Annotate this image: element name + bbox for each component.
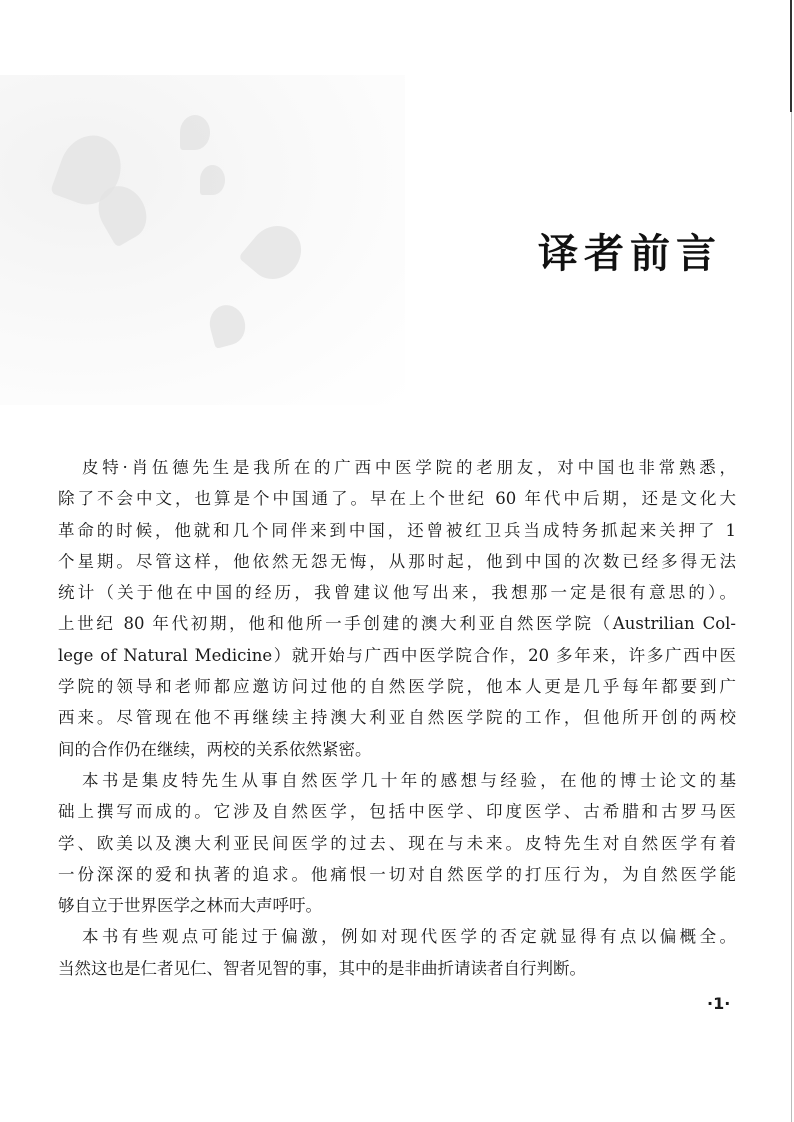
page-number: ·1· [707, 994, 731, 1013]
text-line: 个星期。尽管这样，他依然无怨无悔，从那时起，他到中国的次数已经多得无法 [58, 551, 736, 571]
text-line: 学院的领导和老师都应邀访问过他的自然医学院，他本人更是几乎每年都要到广 [58, 677, 736, 697]
text-line: 上世纪 80 年代初期，他和他所一手创建的澳大利亚自然医学院（Austrilian Col- [58, 614, 736, 634]
page-edge-line [791, 0, 792, 1122]
text-line: 本书是集皮特先生从事自然医学几十年的感想与经验，在他的博士论文的基 [82, 770, 736, 790]
paragraph-2 [58, 765, 736, 921]
text-line: 革命的时候，他就和几个同伴来到中国，还曾被红卫兵当成特务抓起来关押了 1 [58, 520, 736, 540]
text-line: 西来。尽管现在他不再继续主持澳大利亚自然医学院的工作，但他所开创的两校 [58, 708, 736, 728]
text-line: 皮特·肖伍德先生是我所在的广西中医学院的老朋友，对中国也非常熟悉， [82, 458, 736, 477]
text-line: 一份深深的爱和执著的追求。他痛恨一切对自然医学的打压行为，为自然医学能 [58, 864, 736, 884]
text-line: 学、欧美以及澳大利亚民间医学的过去、现在与未来。皮特先生对自然医学有着 [58, 833, 736, 853]
text-line: 本书有些观点可能过于偏激，例如对现代医学的否定就显得有点以偏概全。 [82, 927, 736, 947]
text-line: lege of Natural Medicine）就开始与广西中医学院合作，20 多年来，许多广西中医 [58, 645, 736, 665]
text-line: 统计（关于他在中国的经历，我曾建议他写出来，我想那一定是很有意思的）。 [58, 583, 736, 603]
text-line: 间的合作仍在继续，两校的关系依然紧密。 [58, 739, 372, 759]
body-text [58, 452, 736, 984]
chapter-title: 译者前言 [538, 231, 722, 277]
page-edge-mark [790, 0, 792, 112]
decorative-flower-background [0, 75, 405, 405]
text-line: 础上撰写而成的。它涉及自然医学，包括中医学、印度医学、古希腊和古罗马医 [58, 802, 736, 822]
text-line: 够自立于世界医学之林而大声呼吁。 [58, 896, 322, 916]
paragraph-1 [58, 452, 736, 765]
text-line: 除了不会中文，也算是个中国通了。早在上个世纪 60 年代中后期，还是文化大 [58, 489, 736, 509]
text-line: 当然这也是仁者见仁、智者见智的事，其中的是非曲折请读者自行判断。 [58, 958, 586, 978]
paragraph-3 [58, 921, 736, 984]
